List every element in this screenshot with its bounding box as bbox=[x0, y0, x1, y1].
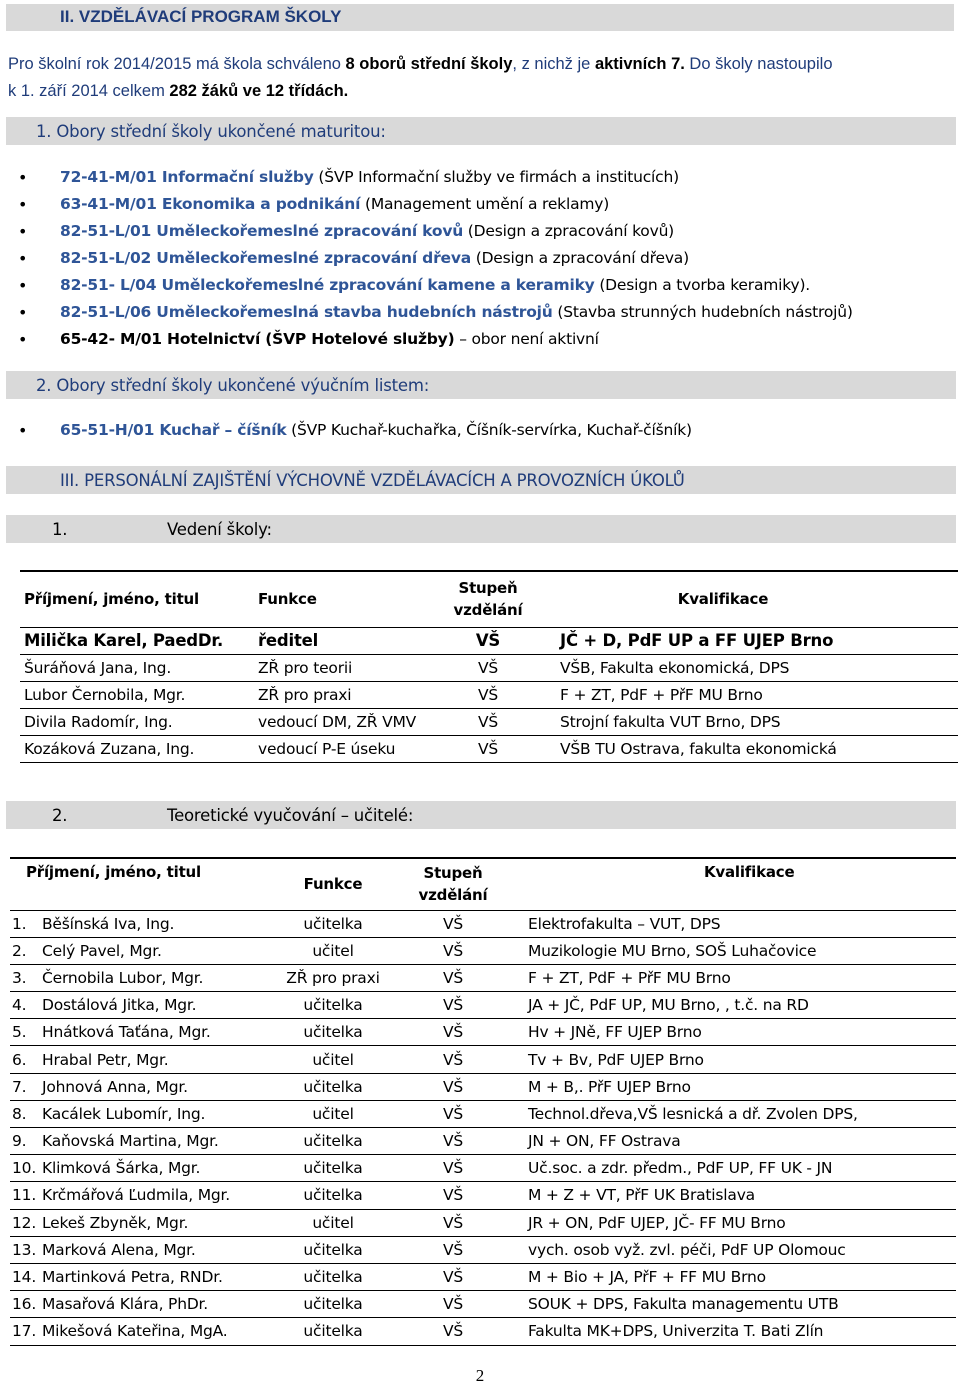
table-row bbox=[20, 627, 958, 654]
cell-func: ředitel bbox=[238, 627, 438, 654]
cell-func: učitelka bbox=[278, 1019, 408, 1046]
cell-edu: VŠ bbox=[408, 910, 528, 937]
maturity-list bbox=[18, 164, 853, 353]
cell-num: 14. bbox=[10, 1263, 42, 1290]
cell-func: učitelka bbox=[278, 1236, 408, 1263]
intro-paragraph: Pro školní rok 2014/2015 má škola schváleno 8 oborů střední školy, z nichž je aktivních 7. Do školy nastoupilo k 1. září 2014 celkem 282 žáků ve 12 třídách. bbox=[8, 55, 833, 100]
header-name: Příjmení, jméno, titul bbox=[10, 858, 278, 910]
cell-qual: M + B,. PřF UJEP Brno bbox=[528, 1073, 956, 1100]
cell-num: 17. bbox=[10, 1318, 42, 1345]
leadership-table bbox=[20, 570, 958, 763]
cell-name: Krčmářová Ľudmila, Mgr. bbox=[42, 1182, 278, 1209]
cell-qual: JN + ON, FF Ostrava bbox=[528, 1128, 956, 1155]
cell-qual: F + ZT, PdF + PřF MU Brno bbox=[528, 964, 956, 991]
cell-func: učitelka bbox=[278, 992, 408, 1019]
cell-qual: M + Z + VT, PřF UK Bratislava bbox=[528, 1182, 956, 1209]
cell-name: Johnová Anna, Mgr. bbox=[42, 1073, 278, 1100]
cell-edu: VŠ bbox=[408, 1318, 528, 1345]
page-number: 2 bbox=[475, 1366, 485, 1385]
cell-name: Martinková Petra, RNDr. bbox=[42, 1263, 278, 1290]
cell-func: učitelka bbox=[278, 1263, 408, 1290]
cell-num: 6. bbox=[10, 1046, 42, 1073]
header-name: Příjmení, jméno, titul bbox=[20, 571, 238, 627]
cell-qual: vych. osob vyž. zvl. péči, PdF UP Olomouc bbox=[528, 1236, 956, 1263]
cell-qual: Tv + Bv, PdF UJEP Brno bbox=[528, 1046, 956, 1073]
cell-qual: Uč.soc. a zdr. předm., PdF UP, FF UK - JN bbox=[528, 1155, 956, 1182]
cell-edu: VŠ bbox=[408, 1236, 528, 1263]
cell-qual: Muzikologie MU Brno, SOŠ Luhačovice bbox=[528, 937, 956, 964]
cell-num: 4. bbox=[10, 992, 42, 1019]
cell-name: Kozáková Zuzana, Ing. bbox=[20, 735, 238, 762]
header-func: Funkce bbox=[238, 571, 438, 627]
list-item: • 63-41-M/01 Ekonomika a podnikání (Management umění a reklamy) bbox=[18, 191, 853, 218]
cell-edu: VŠ bbox=[438, 681, 538, 708]
cell-name: Černobila Lubor, Mgr. bbox=[42, 964, 278, 991]
cell-edu: VŠ bbox=[408, 992, 528, 1019]
cell-edu: VŠ bbox=[408, 1128, 528, 1155]
table-row bbox=[20, 735, 958, 762]
table-row bbox=[10, 1155, 956, 1182]
list-item: • 82-51-L/06 Uměleckořemeslná stavba hudebních nástrojů (Stavba strunných hudebních nástrojů) bbox=[18, 299, 853, 326]
cell-qual: JR + ON, PdF UJEP, JČ- FF MU Brno bbox=[528, 1209, 956, 1236]
cell-name: Marková Alena, Mgr. bbox=[42, 1236, 278, 1263]
cell-qual: JA + JČ, PdF UP, MU Brno, , t.č. na RD bbox=[528, 992, 956, 1019]
cell-num: 10. bbox=[10, 1155, 42, 1182]
cell-name: Milička Karel, PaedDr. bbox=[20, 627, 238, 654]
cell-func: učitelka bbox=[278, 1182, 408, 1209]
cell-func: učitelka bbox=[278, 1318, 408, 1345]
cell-name: Běšínská Iva, Ing. bbox=[42, 910, 278, 937]
cell-num: 9. bbox=[10, 1128, 42, 1155]
header-edu: Stupeň vzdělání bbox=[438, 571, 538, 627]
table-row bbox=[10, 1291, 956, 1318]
section-title-3: III. PERSONÁLNÍ ZAJIŠTĚNÍ VÝCHOVNĚ VZDĚLÁVACÍCH A PROVOZNÍCH ÚKOLŮ bbox=[60, 471, 685, 490]
maturity-heading: 1. Obory střední školy ukončené maturitou: bbox=[36, 122, 386, 141]
cell-func: učitel bbox=[278, 937, 408, 964]
cell-num: 12. bbox=[10, 1209, 42, 1236]
cell-func: ZŘ pro praxi bbox=[238, 681, 438, 708]
table-row bbox=[10, 910, 956, 937]
header-edu: Stupeň vzdělání bbox=[408, 858, 528, 910]
leadership-heading: 1. Vedení školy: bbox=[52, 520, 272, 539]
list-item: • 72-41-M/01 Informační služby (ŠVP Informační služby ve firmách a institucích) bbox=[18, 164, 853, 191]
table-row bbox=[10, 1318, 956, 1345]
table-row bbox=[10, 1073, 956, 1100]
list-item: • 65-42- M/01 Hotelnictví (ŠVP Hotelové služby) – obor není aktivní bbox=[18, 326, 853, 353]
cell-num: 13. bbox=[10, 1236, 42, 1263]
cell-qual: Technol.dřeva,VŠ lesnická a dř. Zvolen DPS, bbox=[528, 1100, 956, 1127]
cell-name: Šuráňová Jana, Ing. bbox=[20, 654, 238, 681]
cell-edu: VŠ bbox=[438, 627, 538, 654]
cell-num: 1. bbox=[10, 910, 42, 937]
list-item: • 82-51-L/01 Uměleckořemeslné zpracování kovů (Design a zpracování kovů) bbox=[18, 218, 853, 245]
cell-num: 11. bbox=[10, 1182, 42, 1209]
list-item: • 82-51- L/04 Uměleckořemeslné zpracování kamene a keramiky (Design a tvorba keramiky). bbox=[18, 272, 853, 299]
cell-func: vedoucí P-E úseku bbox=[238, 735, 438, 762]
cell-qual: Hv + JNě, FF UJEP Brno bbox=[528, 1019, 956, 1046]
cell-func: ZŘ pro praxi bbox=[278, 964, 408, 991]
cell-edu: VŠ bbox=[438, 654, 538, 681]
cell-num: 8. bbox=[10, 1100, 42, 1127]
cell-func: učitelka bbox=[278, 1155, 408, 1182]
table-row bbox=[20, 708, 958, 735]
table-row bbox=[10, 992, 956, 1019]
cell-name: Lubor Černobila, Mgr. bbox=[20, 681, 238, 708]
cell-qual: F + ZT, PdF + PřF MU Brno bbox=[538, 681, 958, 708]
cell-name: Kaňovská Martina, Mgr. bbox=[42, 1128, 278, 1155]
leadership-heading-bar bbox=[6, 515, 956, 543]
cell-edu: VŠ bbox=[408, 1019, 528, 1046]
teachers-heading: 2. Teoretické vyučování – učitelé: bbox=[52, 806, 414, 825]
cell-name: Klimková Šárka, Mgr. bbox=[42, 1155, 278, 1182]
list-item: • 65-51-H/01 Kuchař – číšník (ŠVP Kuchař-kuchařka, Číšník-servírka, Kuchař-číšník) bbox=[18, 417, 692, 444]
cell-num: 7. bbox=[10, 1073, 42, 1100]
cell-qual: SOUK + DPS, Fakulta managementu UTB bbox=[528, 1291, 956, 1318]
table-row bbox=[20, 654, 958, 681]
cell-func: učitelka bbox=[278, 1128, 408, 1155]
cell-name: Lekeš Zbyněk, Mgr. bbox=[42, 1209, 278, 1236]
table-row bbox=[20, 681, 958, 708]
cell-func: učitel bbox=[278, 1046, 408, 1073]
table-row bbox=[10, 1128, 956, 1155]
cell-name: Celý Pavel, Mgr. bbox=[42, 937, 278, 964]
cell-qual: VŠB TU Ostrava, fakulta ekonomická bbox=[538, 735, 958, 762]
cell-name: Mikešová Kateřina, MgA. bbox=[42, 1318, 278, 1345]
cell-qual: JČ + D, PdF UP a FF UJEP Brno bbox=[538, 627, 958, 654]
table-row bbox=[10, 1263, 956, 1290]
cell-num: 2. bbox=[10, 937, 42, 964]
table-row bbox=[10, 964, 956, 991]
cell-edu: VŠ bbox=[408, 964, 528, 991]
apprentice-list bbox=[18, 417, 692, 444]
cell-edu: VŠ bbox=[438, 735, 538, 762]
cell-num: 5. bbox=[10, 1019, 42, 1046]
cell-func: učitel bbox=[278, 1100, 408, 1127]
cell-name: Hnátková Taťána, Mgr. bbox=[42, 1019, 278, 1046]
cell-func: vedoucí DM, ZŘ VMV bbox=[238, 708, 438, 735]
cell-name: Hrabal Petr, Mgr. bbox=[42, 1046, 278, 1073]
header-func: Funkce bbox=[278, 858, 408, 910]
cell-edu: VŠ bbox=[408, 1209, 528, 1236]
section-title-2: II. VZDĚLÁVACÍ PROGRAM ŠKOLY bbox=[60, 7, 342, 26]
cell-name: Kacálek Lubomír, Ing. bbox=[42, 1100, 278, 1127]
cell-edu: VŠ bbox=[408, 1046, 528, 1073]
cell-edu: VŠ bbox=[408, 1182, 528, 1209]
header-qual: Kvalifikace bbox=[528, 858, 956, 910]
table-row bbox=[10, 1209, 956, 1236]
cell-func: učitelka bbox=[278, 910, 408, 937]
apprentice-heading: 2. Obory střední školy ukončené výučním listem: bbox=[36, 376, 430, 395]
cell-func: ZŘ pro teorii bbox=[238, 654, 438, 681]
cell-edu: VŠ bbox=[408, 1073, 528, 1100]
cell-num: 3. bbox=[10, 964, 42, 991]
cell-num: 16. bbox=[10, 1291, 42, 1318]
cell-func: učitelka bbox=[278, 1291, 408, 1318]
cell-name: Divila Radomír, Ing. bbox=[20, 708, 238, 735]
cell-qual: M + Bio + JA, PřF + FF MU Brno bbox=[528, 1263, 956, 1290]
teachers-heading-bar bbox=[6, 801, 956, 829]
cell-edu: VŠ bbox=[438, 708, 538, 735]
cell-qual: VŠB, Fakulta ekonomická, DPS bbox=[538, 654, 958, 681]
table-row bbox=[10, 1236, 956, 1263]
cell-name: Masařová Klára, PhDr. bbox=[42, 1291, 278, 1318]
cell-qual: Elektrofakulta – VUT, DPS bbox=[528, 910, 956, 937]
cell-qual: Fakulta MK+DPS, Univerzita T. Bati Zlín bbox=[528, 1318, 956, 1345]
table-row bbox=[10, 1019, 956, 1046]
cell-edu: VŠ bbox=[408, 1100, 528, 1127]
table-row bbox=[10, 1046, 956, 1073]
header-qual: Kvalifikace bbox=[538, 571, 958, 627]
cell-qual: Strojní fakulta VUT Brno, DPS bbox=[538, 708, 958, 735]
table-row bbox=[10, 1182, 956, 1209]
teachers-table bbox=[10, 857, 956, 1346]
table-row bbox=[10, 937, 956, 964]
cell-edu: VŠ bbox=[408, 937, 528, 964]
cell-edu: VŠ bbox=[408, 1263, 528, 1290]
cell-func: učitel bbox=[278, 1209, 408, 1236]
cell-name: Dostálová Jitka, Mgr. bbox=[42, 992, 278, 1019]
cell-edu: VŠ bbox=[408, 1291, 528, 1318]
cell-func: učitelka bbox=[278, 1073, 408, 1100]
list-item: • 82-51-L/02 Uměleckořemeslné zpracování dřeva (Design a zpracování dřeva) bbox=[18, 245, 853, 272]
cell-edu: VŠ bbox=[408, 1155, 528, 1182]
table-row bbox=[10, 1100, 956, 1127]
